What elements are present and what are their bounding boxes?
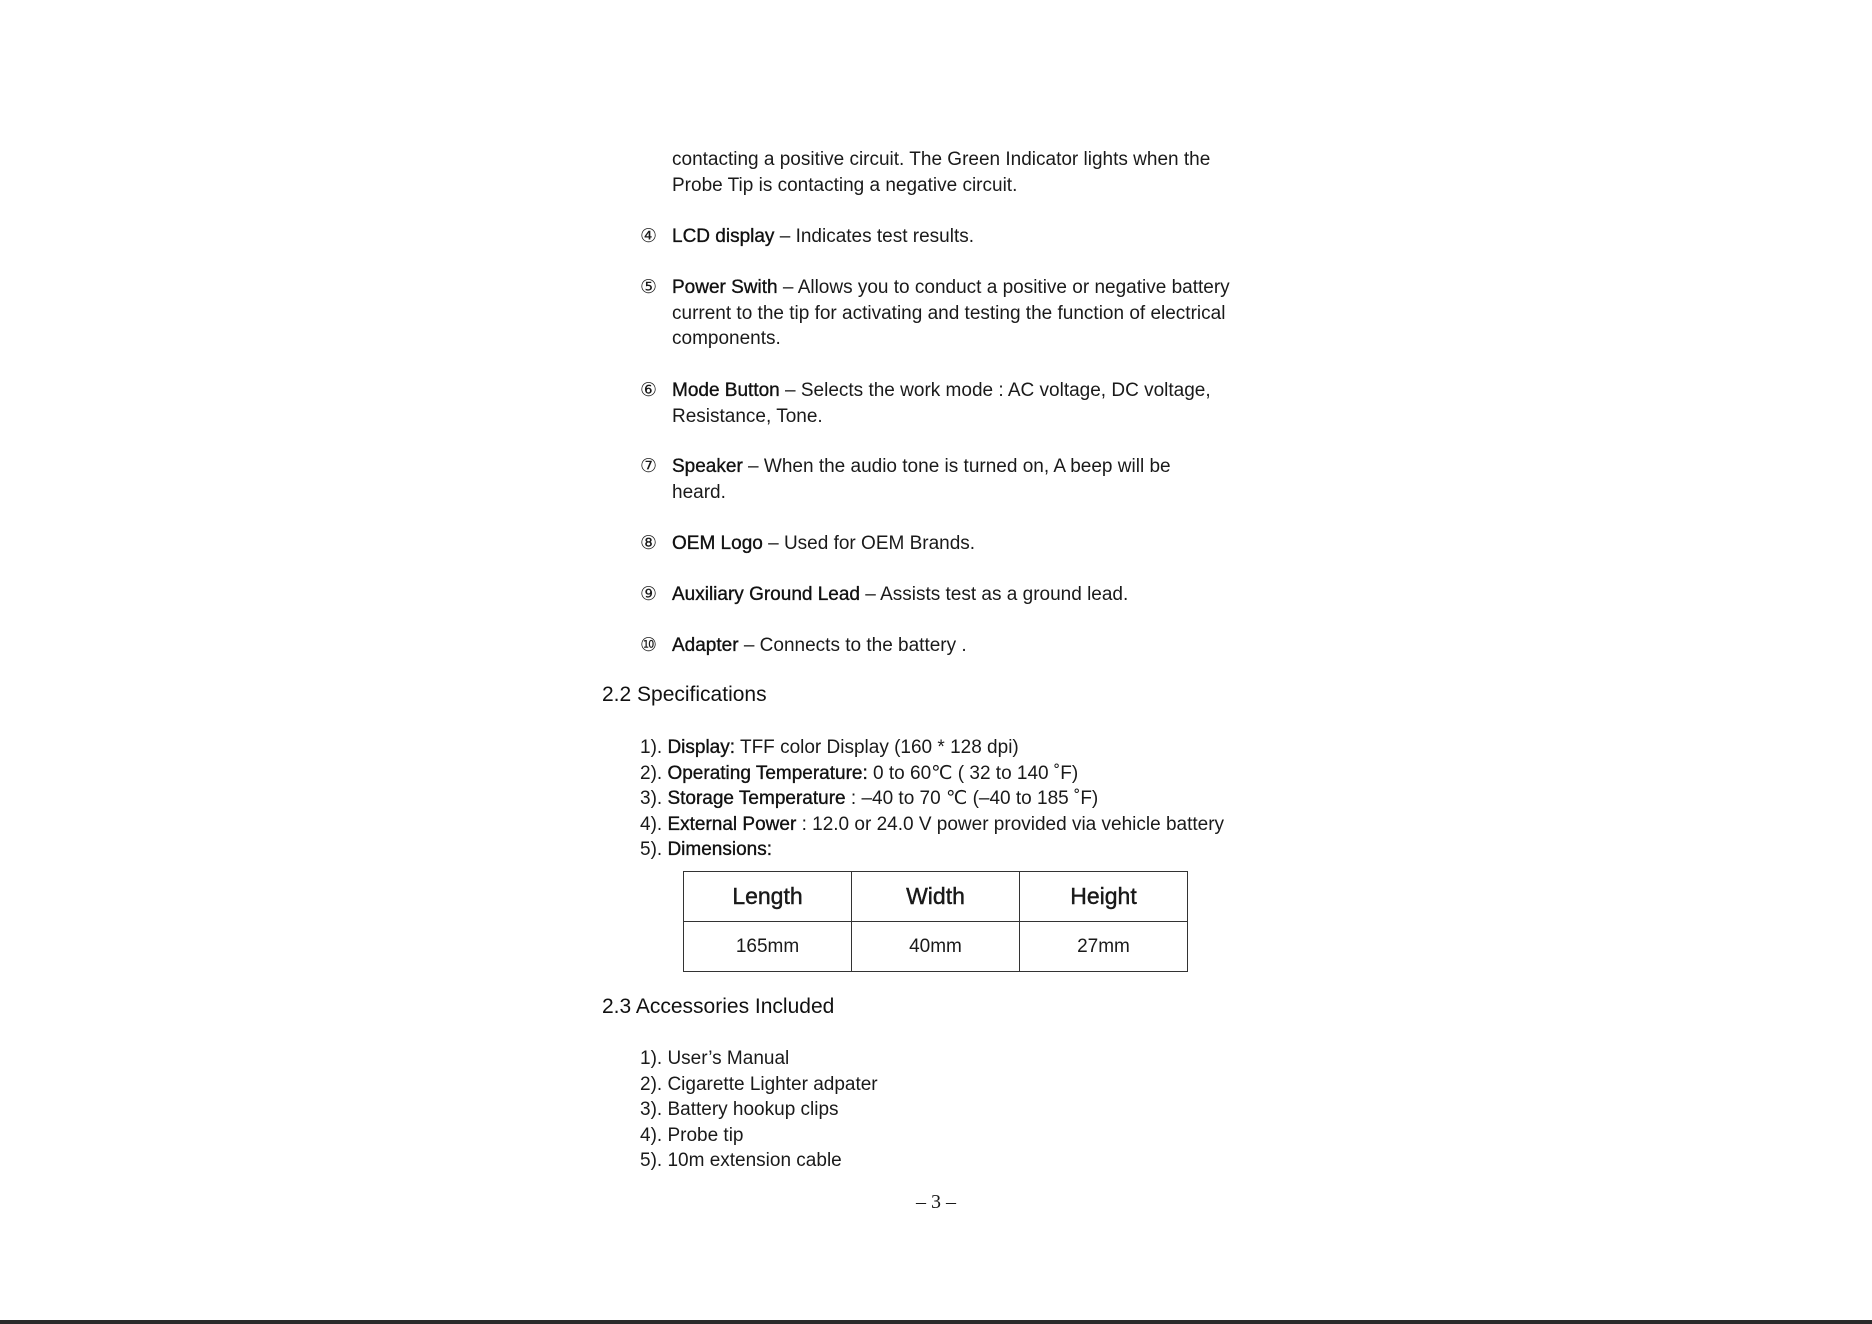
intro-line: Probe Tip is contacting a negative circuit.: [672, 174, 1018, 196]
table-header-height: Height: [1020, 872, 1188, 922]
term-separator: –: [779, 380, 801, 401]
table-cell-width: 40mm: [852, 922, 1020, 972]
table-cell-length: 165mm: [684, 922, 852, 972]
table-header-length: Length: [684, 872, 852, 922]
term-separator: –: [742, 456, 764, 477]
component-term: LCD display: [672, 226, 775, 247]
item-number: ⑦: [640, 455, 658, 477]
component-item-adapter: [640, 633, 1300, 659]
component-description: Allows you to conduct a positive or negative battery current to the tip for activating and testing the function of electrical components.: [672, 277, 1230, 349]
table-row: [684, 922, 1188, 972]
component-description: Indicates test results.: [795, 226, 975, 247]
list-item: 3). Battery hookup clips: [640, 1099, 839, 1120]
component-item-mode-button: [640, 378, 1300, 429]
list-item: 4). Probe tip: [640, 1124, 744, 1146]
component-item-auxiliary-ground-lead: [640, 582, 1300, 608]
component-item-speaker: [640, 454, 1300, 505]
component-item-power-switch: [640, 275, 1300, 352]
spec-item-operating-temperature: 2). Operating Temperature: 0 to 60℃ ( 32 to 140 ˚F): [640, 762, 1079, 784]
component-description: Selects the work mode : AC voltage, DC voltage, Resistance, Tone.: [672, 380, 1211, 427]
term-separator: –: [762, 533, 784, 554]
specifications-list: [640, 735, 1340, 863]
component-description: When the audio tone is turned on, A beep will be heard.: [672, 456, 1171, 503]
section-heading-accessories: 2.3 Accessories Included: [602, 995, 835, 1018]
list-item: 2). Cigarette Lighter adpater: [640, 1073, 878, 1095]
spec-item-external-power: 4). External Power : 12.0 or 24.0 V power provided via vehicle battery: [640, 813, 1225, 835]
component-term: Power Swith: [672, 277, 778, 298]
item-number: ⑧: [640, 532, 658, 554]
spec-item-storage-temperature: 3). Storage Temperature : –40 to 70 ℃ (–40 to 185 ˚F): [640, 788, 1099, 809]
term-separator: –: [774, 226, 796, 247]
page-number: – 3 –: [916, 1191, 956, 1213]
section-heading-specifications: 2.2 Specifications: [602, 683, 767, 706]
component-description: Used for OEM Brands.: [783, 533, 976, 554]
spec-item-display: 1). Display: TFF color Display (160 * 128 dpi): [640, 737, 1019, 758]
list-item: 1). User’s Manual: [640, 1048, 790, 1069]
item-number: ⑥: [640, 379, 658, 401]
component-term: OEM Logo: [672, 533, 763, 554]
component-description: Connects to the battery .: [759, 635, 967, 656]
term-separator: –: [860, 584, 881, 605]
accessories-list: [640, 1046, 1340, 1174]
spec-item-dimensions: 5). Dimensions:: [640, 839, 772, 860]
item-number: ④: [640, 225, 658, 247]
term-separator: –: [738, 635, 760, 656]
bottom-border-rule: [0, 1320, 1872, 1324]
item-number: ⑨: [640, 583, 658, 605]
list-item: 5). 10m extension cable: [640, 1150, 842, 1171]
component-term: Mode Button: [672, 380, 780, 401]
term-separator: –: [777, 277, 798, 298]
component-item-oem-logo: [640, 531, 1300, 557]
component-description: Assists test as a ground lead.: [880, 584, 1129, 605]
component-item-lcd-display: [640, 224, 1300, 250]
item-number: ⑤: [640, 276, 658, 298]
component-term: Auxiliary Ground Lead: [672, 584, 860, 605]
table-cell-height: 27mm: [1020, 922, 1188, 972]
dimensions-table: [683, 871, 1188, 972]
intro-line: contacting a positive circuit. The Green Indicator lights when the: [672, 149, 1211, 170]
table-header-width: Width: [852, 872, 1020, 922]
component-term: Speaker: [672, 456, 743, 477]
item-number: ⑩: [640, 634, 658, 656]
component-term: Adapter: [672, 635, 739, 656]
table-header-row: [684, 872, 1188, 922]
intro-paragraph: [672, 147, 1292, 198]
